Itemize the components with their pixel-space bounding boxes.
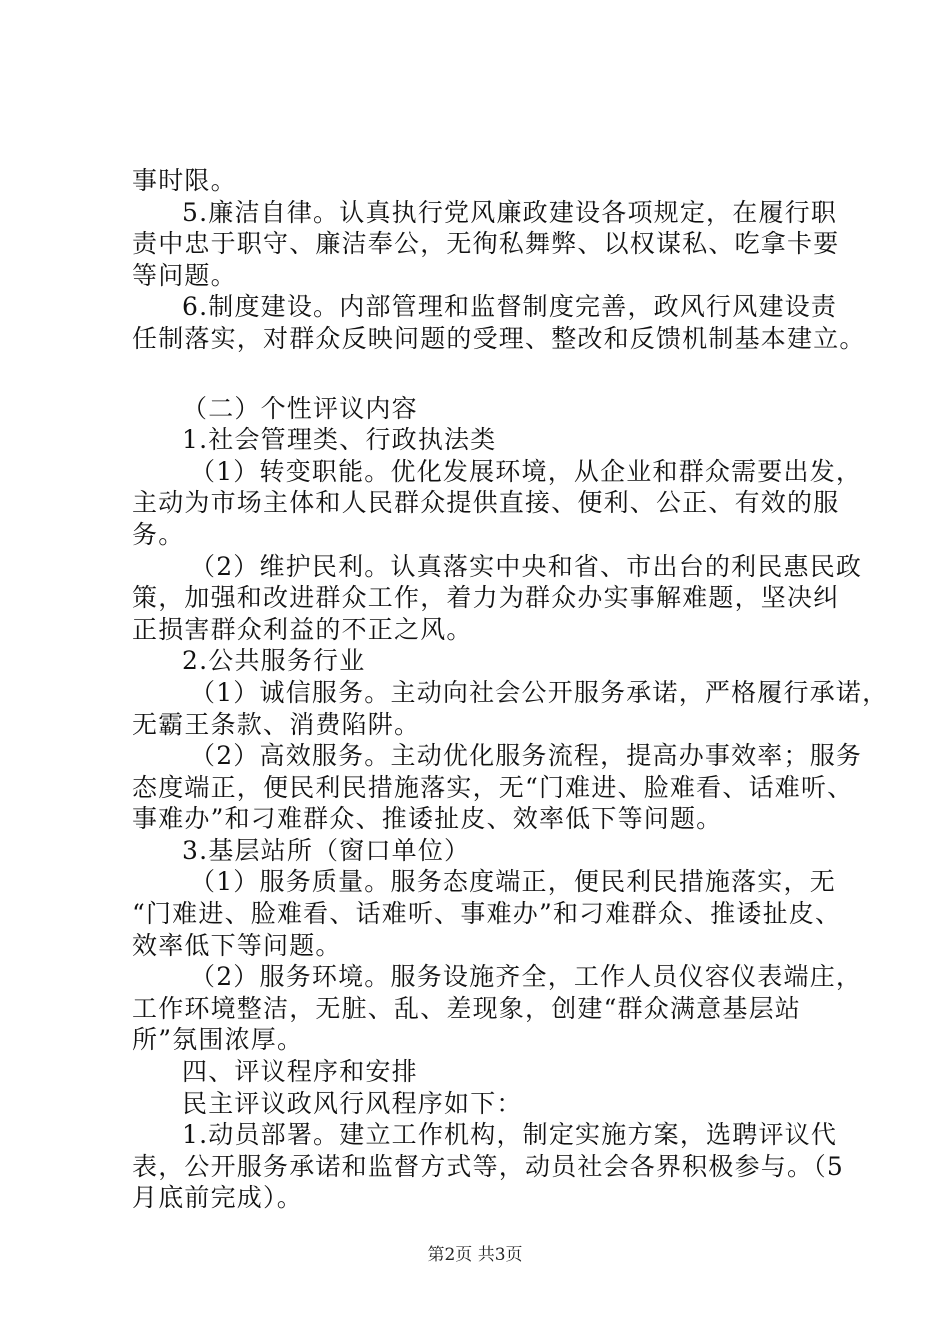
text-line: 主动为市场主体和人民群众提供直接、便利、公正、有效的服 (132, 488, 840, 518)
text-line: 任制落实，对群众反映问题的受理、整改和反馈机制基本建立。 (132, 323, 866, 353)
text-line: （1）诚信服务。主动向社会公开服务承诺，严格履行承诺， (190, 677, 889, 707)
text-line: （1）服务质量。服务态度端正，便民利民措施落实，无 (190, 867, 836, 897)
text-line: 无霸王条款、消费陷阱。 (132, 709, 421, 739)
text-line: 5.廉洁自律。认真执行党风廉政建设各项规定，在履行职 (182, 197, 838, 227)
text-line: 6.制度建设。内部管理和监督制度完善，政风行风建设责 (182, 292, 838, 322)
text-line: “门难进、脸难看、话难听、事难办”和刁难群众、推诿扯皮、 (132, 899, 842, 929)
section-heading: （二）个性评议内容 (182, 393, 418, 423)
section-heading: 四、评议程序和安排 (182, 1057, 418, 1087)
text-line: 1.动员部署。建立工作机构，制定实施方案，选聘评议代 (182, 1120, 838, 1150)
text-line: 责中忠于职守、廉洁奉公，无徇私舞弊、以权谋私、吃拿卡要 (132, 229, 840, 259)
text-line: 工作环境整洁，无脏、乱、差现象，创建“群众满意基层站 (132, 993, 801, 1023)
text-line: 月底前完成）。 (132, 1183, 303, 1213)
subsection-heading: 3.基层站所（窗口单位） (182, 835, 471, 865)
page-number-footer: 第2页 共3页 (427, 1245, 523, 1265)
text-line: （1）转变职能。优化发展环境，从企业和群众需要出发， (190, 456, 863, 486)
text-line: 表，公开服务承诺和监督方式等，动员社会各界积极参与。（5 (132, 1151, 845, 1181)
text-line: 所”氛围浓厚。 (132, 1025, 304, 1055)
text-line: （2）高效服务。主动优化服务流程，提高办事效率；服务 (190, 741, 863, 771)
text-line: 正损害群众利益的不正之风。 (132, 614, 473, 644)
text-line: 事时限。 (132, 166, 237, 195)
text-line: 务。 (132, 519, 185, 549)
paragraph-gap (132, 355, 832, 393)
text-line: 态度端正，便民利民措施落实，无“门难进、脸难看、话难听、 (132, 772, 854, 802)
text-line: 等问题。 (132, 260, 237, 290)
text-line: 事难办”和刁难群众、推诿扯皮、效率低下等问题。 (132, 804, 723, 834)
subsection-heading: 1.社会管理类、行政执法类 (182, 425, 497, 455)
text-line: （2）服务环境。服务设施齐全，工作人员仪容仪表端庄， (190, 962, 863, 992)
text-line: （2）维护民利。认真落实中央和省、市出台的利民惠民政 (190, 551, 863, 581)
text-line: 策，加强和改进群众工作，着力为群众办实事解难题，坚决纠 (132, 583, 840, 613)
subsection-heading: 2.公共服务行业 (182, 646, 366, 676)
text-line: 民主评议政风行风程序如下： (182, 1088, 523, 1118)
text-line: 效率低下等问题。 (132, 930, 342, 960)
document-body (132, 165, 889, 1214)
